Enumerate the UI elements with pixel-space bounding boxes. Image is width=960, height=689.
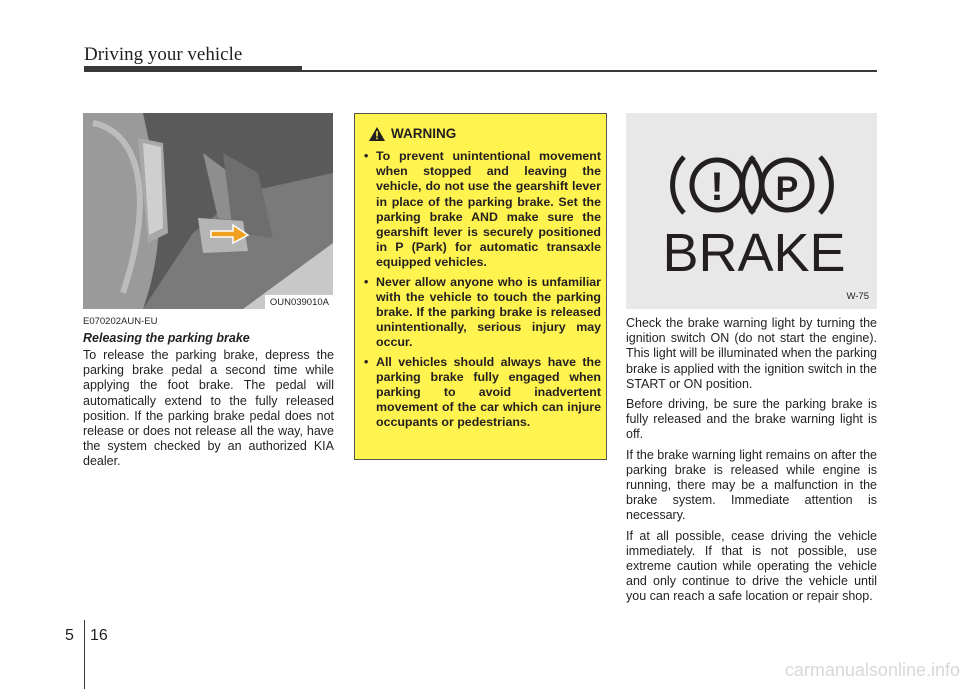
warning-item: • To prevent unintentional movement when stopped and leaving the vehicle, do not use the gearshift lever in place of the parking brake. Set the parking brake AND make sure the gearshift lever is securely positioned in P (Park) for automatic transaxle equipped vehicles. <box>364 149 601 270</box>
brake-exclaim-symbol: ! <box>710 165 724 209</box>
brake-warning-light-icon <box>626 113 877 309</box>
watermark: carmanualsonline.info <box>784 660 960 680</box>
body-paragraph: If at all possible, cease driving the vehicle immediately. If that is not possible, use extreme caution while operating the vehicle and only continue to drive the vehicle until you can reach a safe location or repair shop. <box>626 528 877 604</box>
page-number: 16 <box>90 627 108 644</box>
section-code: E070202AUN-EU <box>83 316 158 327</box>
section-number: 5 <box>65 627 74 644</box>
warning-item: • Never allow anyone who is unfamiliar with the vehicle to touch the parking brake. If the parking brake is released unintentionally, serious injury may occur. <box>364 274 601 350</box>
warning-title: WARNING <box>391 126 457 141</box>
panel-code: W-75 <box>846 291 869 302</box>
warning-triangle-icon <box>369 127 385 141</box>
brake-warning-panel <box>626 113 877 309</box>
brake-label: BRAKE <box>662 223 846 283</box>
warning-item: • All vehicles should always have the parking brake fully engaged when parking to avoid inadvertent movement of the car which can injure occupants or pedestrians. <box>364 354 601 430</box>
page-header-title: Driving your vehicle <box>84 44 243 65</box>
parking-brake-photo <box>83 113 333 309</box>
body-paragraph: If the brake warning light remains on after the parking brake is released while engine is running, there may be a malfunction in the brake system. Immediate attention is necessary. <box>626 447 877 523</box>
warning-list <box>363 149 601 435</box>
header-rule-thin <box>302 70 877 72</box>
right-column <box>626 316 877 610</box>
warning-box <box>354 113 607 460</box>
parking-brake-pedal-illustration <box>83 113 333 309</box>
section-subheading: Releasing the parking brake <box>83 331 250 345</box>
header-rule-thick <box>84 66 302 72</box>
brake-p-symbol: P <box>775 170 799 208</box>
warning-header <box>369 126 456 141</box>
section-body: To release the parking brake, depress the parking brake pedal a second time while applying the foot brake. The pedal will automatically extend to the fully released position. If the parking brake pedal does not release or does not release all the way, have the system checked by an authorized KIA dealer. <box>83 348 334 469</box>
body-paragraph: Check the brake warning light by turning the ignition switch ON (do not start the engine). This light will be illuminated when the parking brake is applied with the ignition switch in the START or ON position. <box>626 316 877 391</box>
left-column <box>83 316 334 470</box>
footer-divider <box>84 620 85 689</box>
photo-caption: OUN039010A <box>265 295 333 309</box>
body-paragraph: Before driving, be sure the parking brake is fully released and the brake warning light is off. <box>626 397 877 442</box>
